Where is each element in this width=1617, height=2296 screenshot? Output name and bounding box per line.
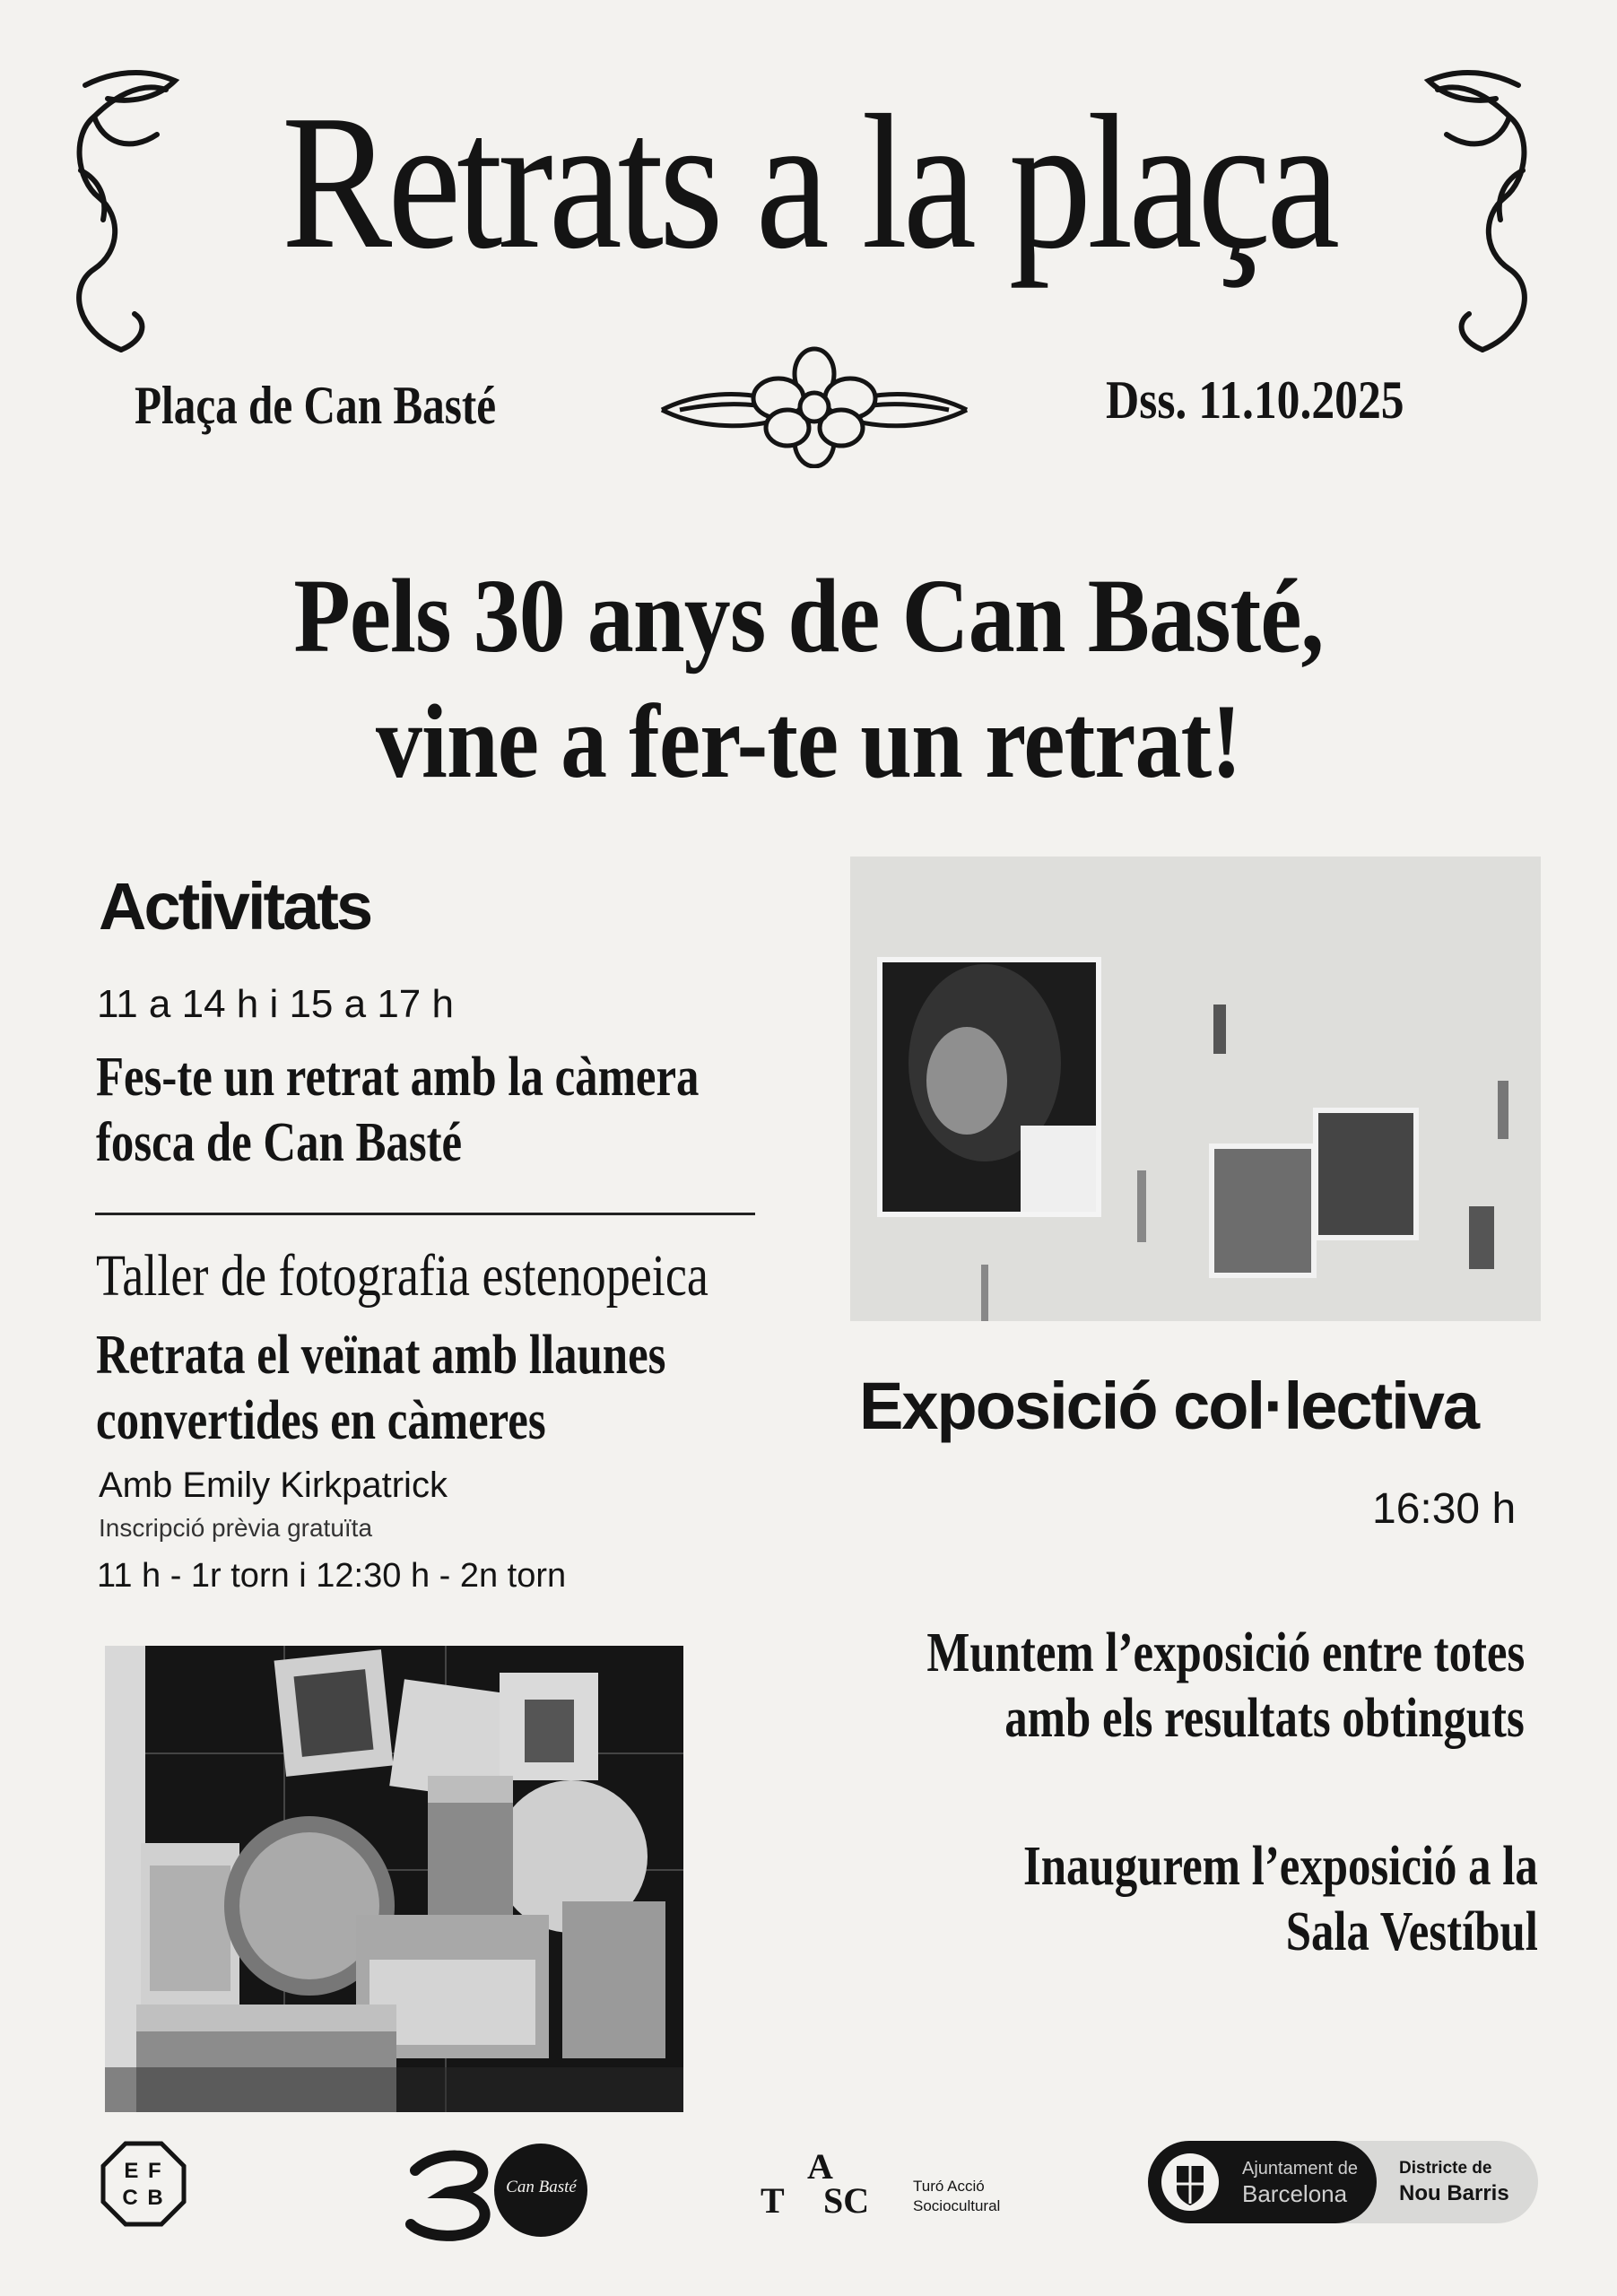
tasc-logo-line-2: Sociocultural — [913, 2197, 1001, 2214]
workshop-title: Taller de fotografia estenopeica — [96, 1243, 709, 1309]
can-baste-30-logo — [402, 2144, 604, 2242]
event-place: Plaça de Can Basté — [135, 376, 497, 435]
workshop-instructor: Amb Emily Kirkpatrick — [99, 1465, 448, 1505]
tasc-logo-sc: SC — [823, 2180, 870, 2221]
efcb-logo-top: E F — [124, 2159, 163, 2183]
ajuntament-line-2: Barcelona — [1242, 2180, 1348, 2207]
headline-line-2: vine a fer-te un retrat! — [376, 683, 1241, 800]
ajuntament-barcelona-logo — [1148, 2141, 1538, 2223]
district-line-2: Nou Barris — [1399, 2181, 1509, 2205]
activities-desc-line-2: fosca de Can Basté — [96, 1112, 463, 1173]
workshop-desc-line-1: Retrata el veïnat amb llaunes — [96, 1325, 666, 1386]
exhibition-heading: Exposició col·lectiva — [859, 1369, 1479, 1443]
activities-desc-line-1: Fes-te un retrat amb la càmera — [96, 1047, 700, 1108]
activities-heading: Activitats — [99, 869, 371, 944]
tasc-logo — [761, 2145, 1012, 2235]
exhibition-desc-line-3: Inaugurem l’exposició a la — [1023, 1836, 1538, 1897]
tasc-logo-line-1: Turó Acció — [913, 2178, 985, 2195]
efcb-logo — [99, 2139, 188, 2229]
can-baste-30-logo-text: Can Basté — [506, 2178, 577, 2196]
tasc-logo-a: A — [807, 2146, 833, 2187]
barcelona-shield-icon — [1159, 2146, 1221, 2218]
divider — [95, 1213, 755, 1215]
district-line-1: Districte de — [1399, 2159, 1492, 2178]
exhibition-desc-line-1: Muntem l’exposició entre totes — [926, 1622, 1525, 1683]
poster-title: Retrats a la plaça — [281, 74, 1336, 289]
exhibition-time: 16:30 h — [1372, 1485, 1517, 1533]
workshop-times: 11 h - 1r torn i 12:30 h - 2n torn — [97, 1557, 567, 1595]
activities-hours: 11 a 14 h i 15 a 17 h — [97, 982, 454, 1026]
tin-cameras-photo — [105, 1646, 683, 2112]
ajuntament-line-1: Ajuntament de — [1242, 2159, 1358, 2179]
exhibition-wall-photo — [850, 857, 1541, 1321]
workshop-desc-line-2: convertides en càmeres — [96, 1390, 546, 1451]
exhibition-desc-line-2: amb els resultats obtinguts — [1004, 1688, 1525, 1749]
event-date: Dss. 11.10.2025 — [1106, 370, 1404, 430]
workshop-registration: Inscripció prèvia gratuïta — [99, 1514, 373, 1542]
exhibition-desc-line-4: Sala Vestíbul — [1285, 1901, 1538, 1962]
efcb-logo-bottom: C B — [122, 2186, 165, 2210]
headline-line-1: Pels 30 anys de Can Basté, — [293, 557, 1324, 674]
tasc-logo-t: T — [761, 2180, 785, 2221]
flower-ornament-icon — [653, 343, 976, 468]
